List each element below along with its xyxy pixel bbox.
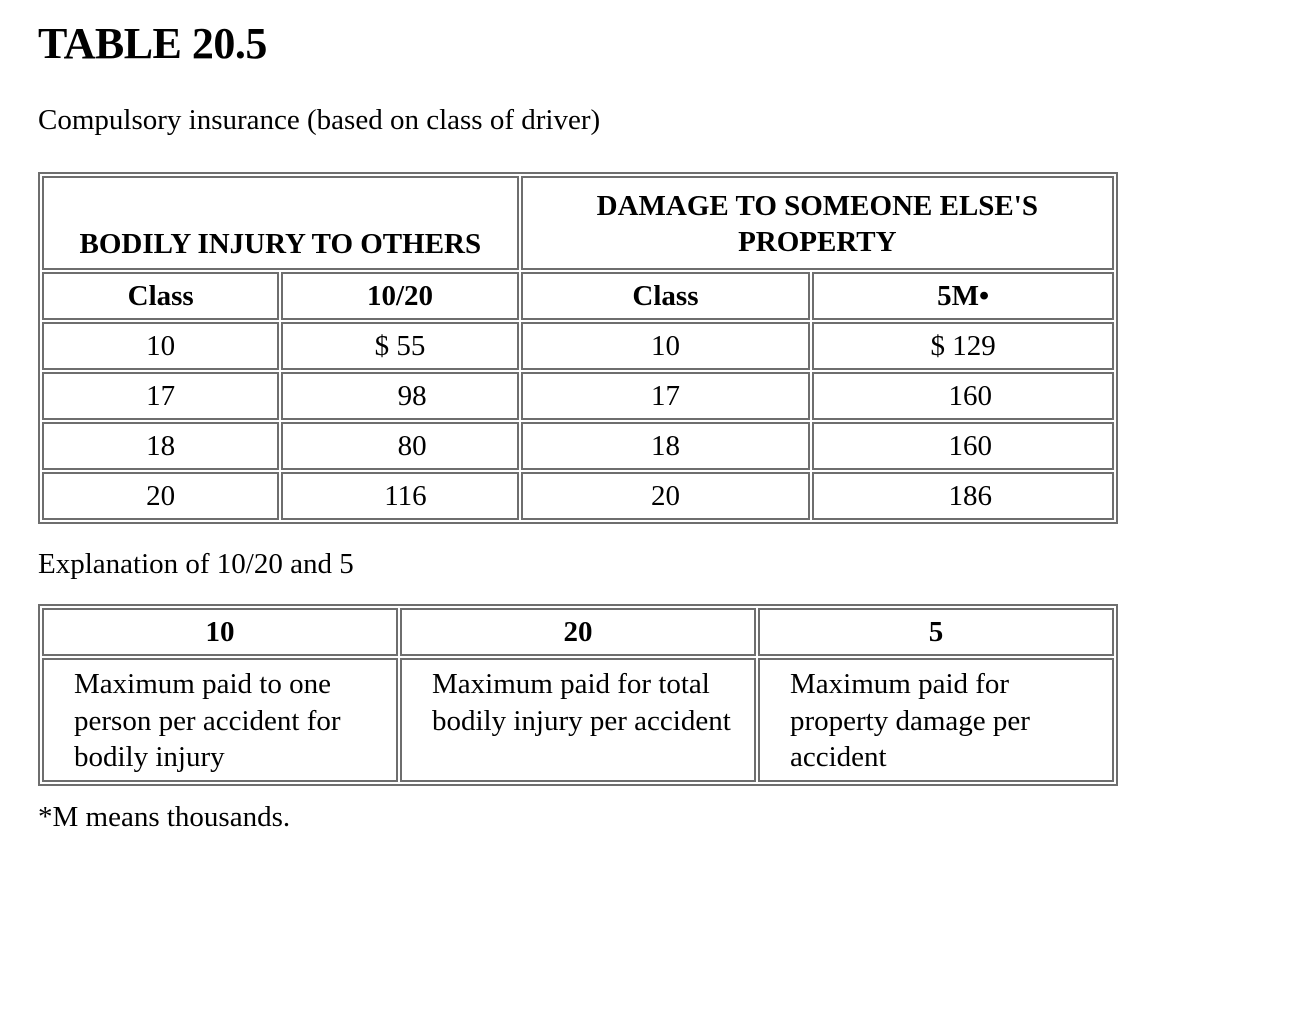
table-row <box>42 372 1114 420</box>
property-limit-column-header: 5M• <box>812 272 1114 320</box>
bodily-premium-cell: $ 55 <box>281 322 518 370</box>
property-premium-cell: 186 <box>812 472 1114 520</box>
explanation-header-20: 20 <box>400 608 756 656</box>
table-title: TABLE 20.5 <box>38 19 267 68</box>
bodily-limit-column-header: 10/20 <box>281 272 518 320</box>
bodily-injury-header: BODILY INJURY TO OTHERS <box>42 176 519 270</box>
property-premium-cell: $ 129 <box>812 322 1114 370</box>
column-header-row <box>42 272 1114 320</box>
bodily-premium-cell: 116 <box>281 472 518 520</box>
property-damage-header: DAMAGE TO SOMEONE ELSE'S PROPERTY <box>521 176 1114 270</box>
bodily-premium-cell: 80 <box>281 422 518 470</box>
table-row <box>42 322 1114 370</box>
bodily-premium-cell: 98 <box>281 372 518 420</box>
table-subtitle: Compulsory insurance (based on class of driver) <box>38 104 601 136</box>
explanation-label: Explanation of 10/20 and 5 <box>38 548 354 580</box>
class-cell: 10 <box>521 322 811 370</box>
explanation-description-5: Maximum paid for property damage per accident <box>758 658 1114 782</box>
footnote: *M means thousands. <box>38 801 291 833</box>
group-header-row <box>42 176 1114 270</box>
class-cell: 20 <box>521 472 811 520</box>
explanation-table <box>38 604 1118 786</box>
class-cell: 20 <box>42 472 279 520</box>
class-cell: 17 <box>521 372 811 420</box>
table-row <box>42 422 1114 470</box>
explanation-description-10: Maximum paid to one person per accident for bodily injury <box>42 658 398 782</box>
class-cell: 10 <box>42 322 279 370</box>
class-cell: 18 <box>521 422 811 470</box>
insurance-rates-table <box>38 172 1118 524</box>
class-column-header: Class <box>42 272 279 320</box>
property-premium-cell: 160 <box>812 422 1114 470</box>
explanation-description-row <box>42 658 1114 782</box>
explanation-description-20: Maximum paid for total bodily injury per accident <box>400 658 756 782</box>
property-premium-cell: 160 <box>812 372 1114 420</box>
table-row <box>42 472 1114 520</box>
class-cell: 17 <box>42 372 279 420</box>
explanation-header-5: 5 <box>758 608 1114 656</box>
class-column-header: Class <box>521 272 811 320</box>
explanation-header-10: 10 <box>42 608 398 656</box>
explanation-header-row <box>42 608 1114 656</box>
class-cell: 18 <box>42 422 279 470</box>
